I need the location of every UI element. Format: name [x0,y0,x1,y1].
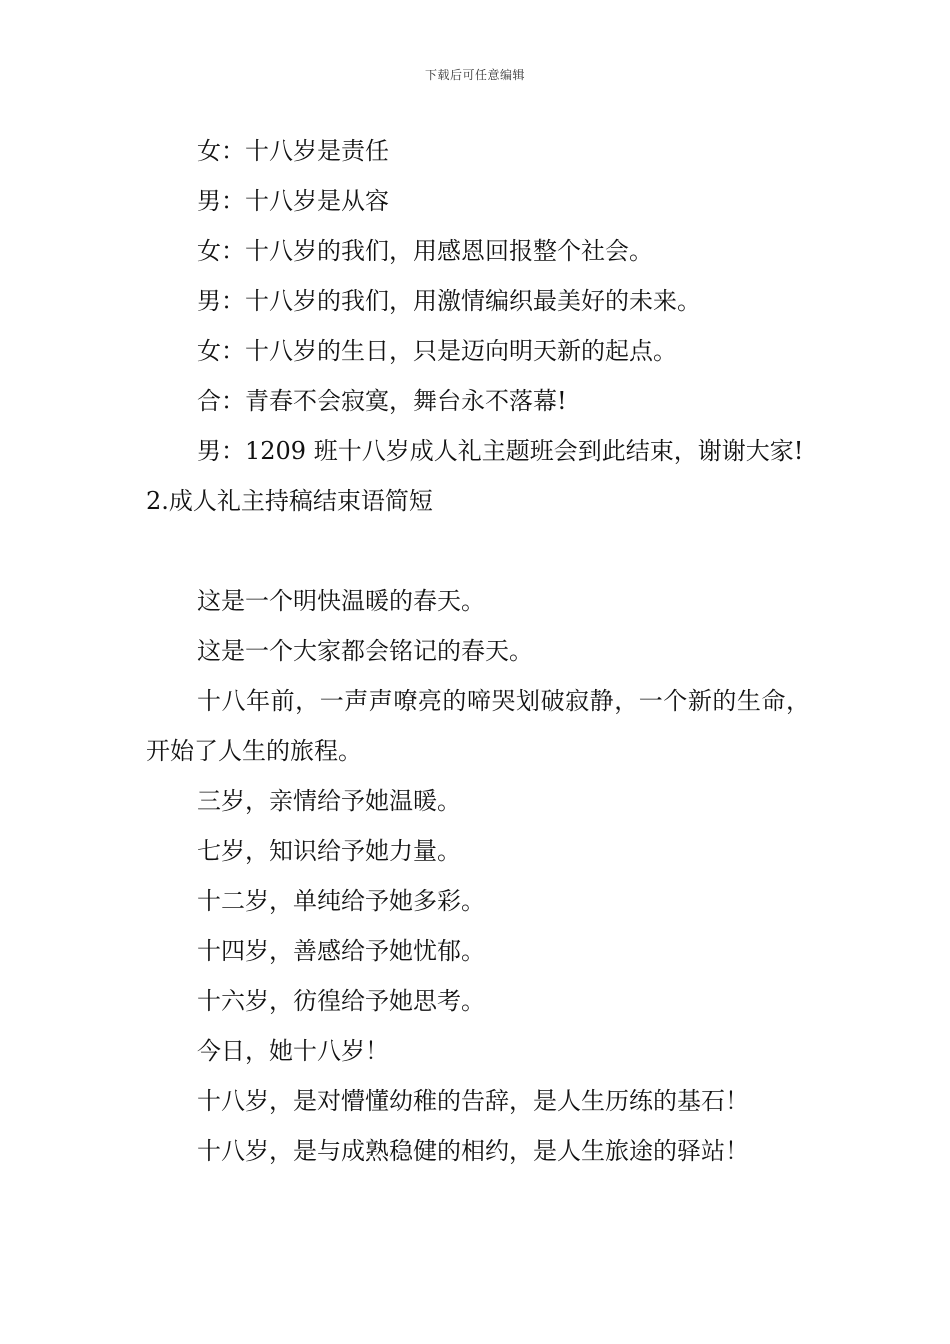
dialogue-line: 女：十八岁的生日，只是迈向明天新的起点。 [197,337,677,365]
closing-paragraph: 男：1209 班十八岁成人礼主题班会到此结束，谢谢大家! [197,437,804,465]
paragraph-line: 今日，她十八岁！ [197,1037,389,1065]
blank-line [146,526,810,576]
paragraph-line: 十四岁，善感给予她忧郁。 [197,937,485,965]
birth-paragraph: 十八年前，一声声嘹亮的啼哭划破寂静，一个新的生命，开始了人生的旅程。 [146,687,810,765]
paragraph-line: 这是一个明快温暖的春天。 [197,587,485,615]
paragraph-line: 十六岁，彷徨给予她思考。 [197,987,485,1015]
dialogue-line: 男：十八岁是从容 [197,187,389,215]
document-body [146,126,810,1176]
paragraph-line: 十八岁，是对懵懂幼稚的告辞，是人生历练的基石！ [197,1087,749,1115]
dialogue-line: 女：十八岁的我们，用感恩回报整个社会。 [197,237,653,265]
paragraph-line: 三岁，亲情给予她温暖。 [197,787,461,815]
dialogue-line: 男：十八岁的我们，用激情编织最美好的未来。 [197,287,701,315]
page-header: 下载后可任意编辑 [424,68,525,82]
paragraph-line: 这是一个大家都会铭记的春天。 [197,637,533,665]
paragraph-line: 七岁，知识给予她力量。 [197,837,461,865]
section-heading: 2.成人礼主持稿结束语简短 [146,487,433,515]
dialogue-line: 合：青春不会寂寞，舞台永不落幕! [197,387,567,415]
paragraph-line: 十八岁，是与成熟稳健的相约，是人生旅途的驿站！ [197,1137,749,1165]
dialogue-line: 女：十八岁是责任 [197,137,389,165]
paragraph-line: 十二岁，单纯给予她多彩。 [197,887,485,915]
